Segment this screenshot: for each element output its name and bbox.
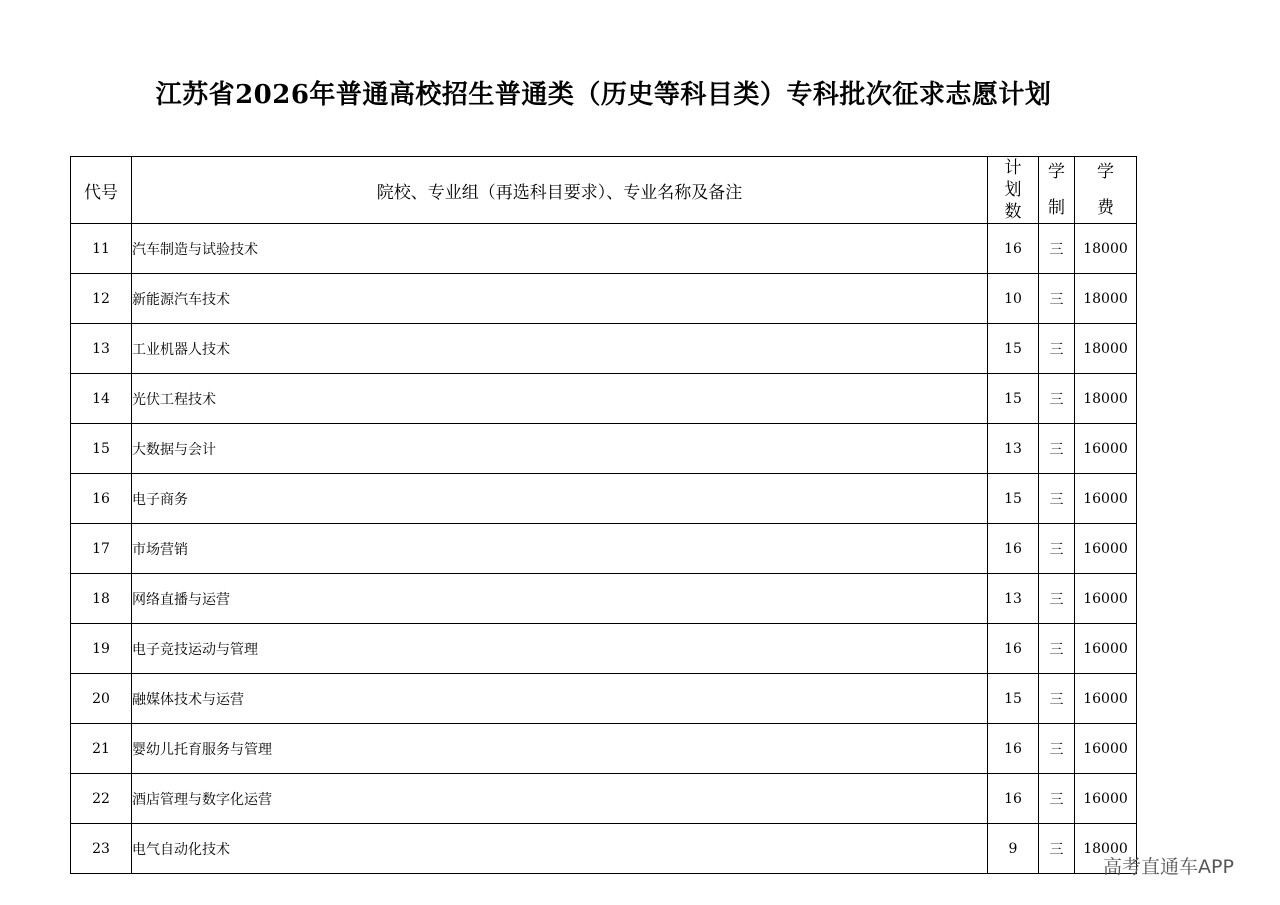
- cell-fee: 16000: [1075, 624, 1137, 674]
- table-row: [71, 724, 1137, 774]
- cell-code: 17: [71, 524, 132, 574]
- cell-plan-count: 16: [988, 624, 1039, 674]
- cell-duration: 三: [1039, 324, 1075, 374]
- cell-plan-count: 15: [988, 374, 1039, 424]
- cell-fee: 18000: [1075, 374, 1137, 424]
- cell-duration: 三: [1039, 824, 1075, 874]
- cell-duration: 三: [1039, 474, 1075, 524]
- table-row: [71, 674, 1137, 724]
- cell-code: 22: [71, 774, 132, 824]
- cell-plan-count: 15: [988, 674, 1039, 724]
- cell-fee: 16000: [1075, 774, 1137, 824]
- cell-major-name: 婴幼儿托育服务与管理: [132, 724, 988, 774]
- cell-duration: 三: [1039, 524, 1075, 574]
- cell-plan-count: 15: [988, 474, 1039, 524]
- table-row: [71, 774, 1137, 824]
- cell-fee: 16000: [1075, 424, 1137, 474]
- cell-code: 14: [71, 374, 132, 424]
- cell-duration: 三: [1039, 224, 1075, 274]
- cell-duration: 三: [1039, 674, 1075, 724]
- cell-duration: 三: [1039, 624, 1075, 674]
- cell-code: 19: [71, 624, 132, 674]
- cell-fee: 18000: [1075, 324, 1137, 374]
- cell-code: 15: [71, 424, 132, 474]
- table-row: [71, 374, 1137, 424]
- cell-major-name: 大数据与会计: [132, 424, 988, 474]
- cell-plan-count: 16: [988, 224, 1039, 274]
- cell-duration: 三: [1039, 374, 1075, 424]
- cell-fee: 18000: [1075, 224, 1137, 274]
- header-code: 代号: [71, 157, 132, 224]
- table-row: [71, 424, 1137, 474]
- cell-major-name: 酒店管理与数字化运营: [132, 774, 988, 824]
- cell-plan-count: 13: [988, 574, 1039, 624]
- cell-code: 16: [71, 474, 132, 524]
- cell-code: 12: [71, 274, 132, 324]
- cell-major-name: 网络直播与运营: [132, 574, 988, 624]
- cell-duration: 三: [1039, 274, 1075, 324]
- cell-major-name: 市场营销: [132, 524, 988, 574]
- table-row: [71, 274, 1137, 324]
- cell-major-name: 光伏工程技术: [132, 374, 988, 424]
- cell-major-name: 新能源汽车技术: [132, 274, 988, 324]
- cell-duration: 三: [1039, 724, 1075, 774]
- cell-plan-count: 16: [988, 524, 1039, 574]
- cell-duration: 三: [1039, 424, 1075, 474]
- table-row: [71, 324, 1137, 374]
- cell-fee: 16000: [1075, 674, 1137, 724]
- cell-code: 13: [71, 324, 132, 374]
- header-name: 院校、专业组（再选科目要求）、专业名称及备注: [132, 157, 988, 224]
- table-row: [71, 474, 1137, 524]
- cell-duration: 三: [1039, 774, 1075, 824]
- cell-major-name: 电子商务: [132, 474, 988, 524]
- cell-code: 21: [71, 724, 132, 774]
- table-row: [71, 824, 1137, 874]
- cell-plan-count: 15: [988, 324, 1039, 374]
- cell-code: 11: [71, 224, 132, 274]
- table-row: [71, 524, 1137, 574]
- cell-duration: 三: [1039, 574, 1075, 624]
- cell-code: 23: [71, 824, 132, 874]
- cell-plan-count: 16: [988, 774, 1039, 824]
- cell-plan-count: 16: [988, 724, 1039, 774]
- cell-code: 18: [71, 574, 132, 624]
- cell-major-name: 工业机器人技术: [132, 324, 988, 374]
- cell-major-name: 电子竞技运动与管理: [132, 624, 988, 674]
- cell-fee: 16000: [1075, 574, 1137, 624]
- table-row: [71, 574, 1137, 624]
- table-row: [71, 224, 1137, 274]
- watermark: 高考直通车APP: [1103, 856, 1234, 878]
- cell-fee: 18000: [1075, 274, 1137, 324]
- cell-fee: 16000: [1075, 524, 1137, 574]
- header-fee: 学 费: [1075, 157, 1137, 224]
- document-title: 江苏省2026年普通高校招生普通类（历史等科目类）专科批次征求志愿计划: [155, 80, 1052, 110]
- cell-fee: 16000: [1075, 474, 1137, 524]
- table-header-row: [71, 157, 1137, 224]
- table-row: [71, 624, 1137, 674]
- header-duration: 学 制: [1039, 157, 1075, 224]
- cell-major-name: 电气自动化技术: [132, 824, 988, 874]
- cell-major-name: 汽车制造与试验技术: [132, 224, 988, 274]
- cell-plan-count: 10: [988, 274, 1039, 324]
- cell-code: 20: [71, 674, 132, 724]
- enrollment-plan-table: [70, 156, 1137, 874]
- cell-major-name: 融媒体技术与运营: [132, 674, 988, 724]
- cell-fee: 18000: [1075, 824, 1137, 874]
- cell-plan-count: 9: [988, 824, 1039, 874]
- cell-plan-count: 13: [988, 424, 1039, 474]
- cell-fee: 16000: [1075, 724, 1137, 774]
- header-plan-count: 计 划 数: [988, 157, 1039, 224]
